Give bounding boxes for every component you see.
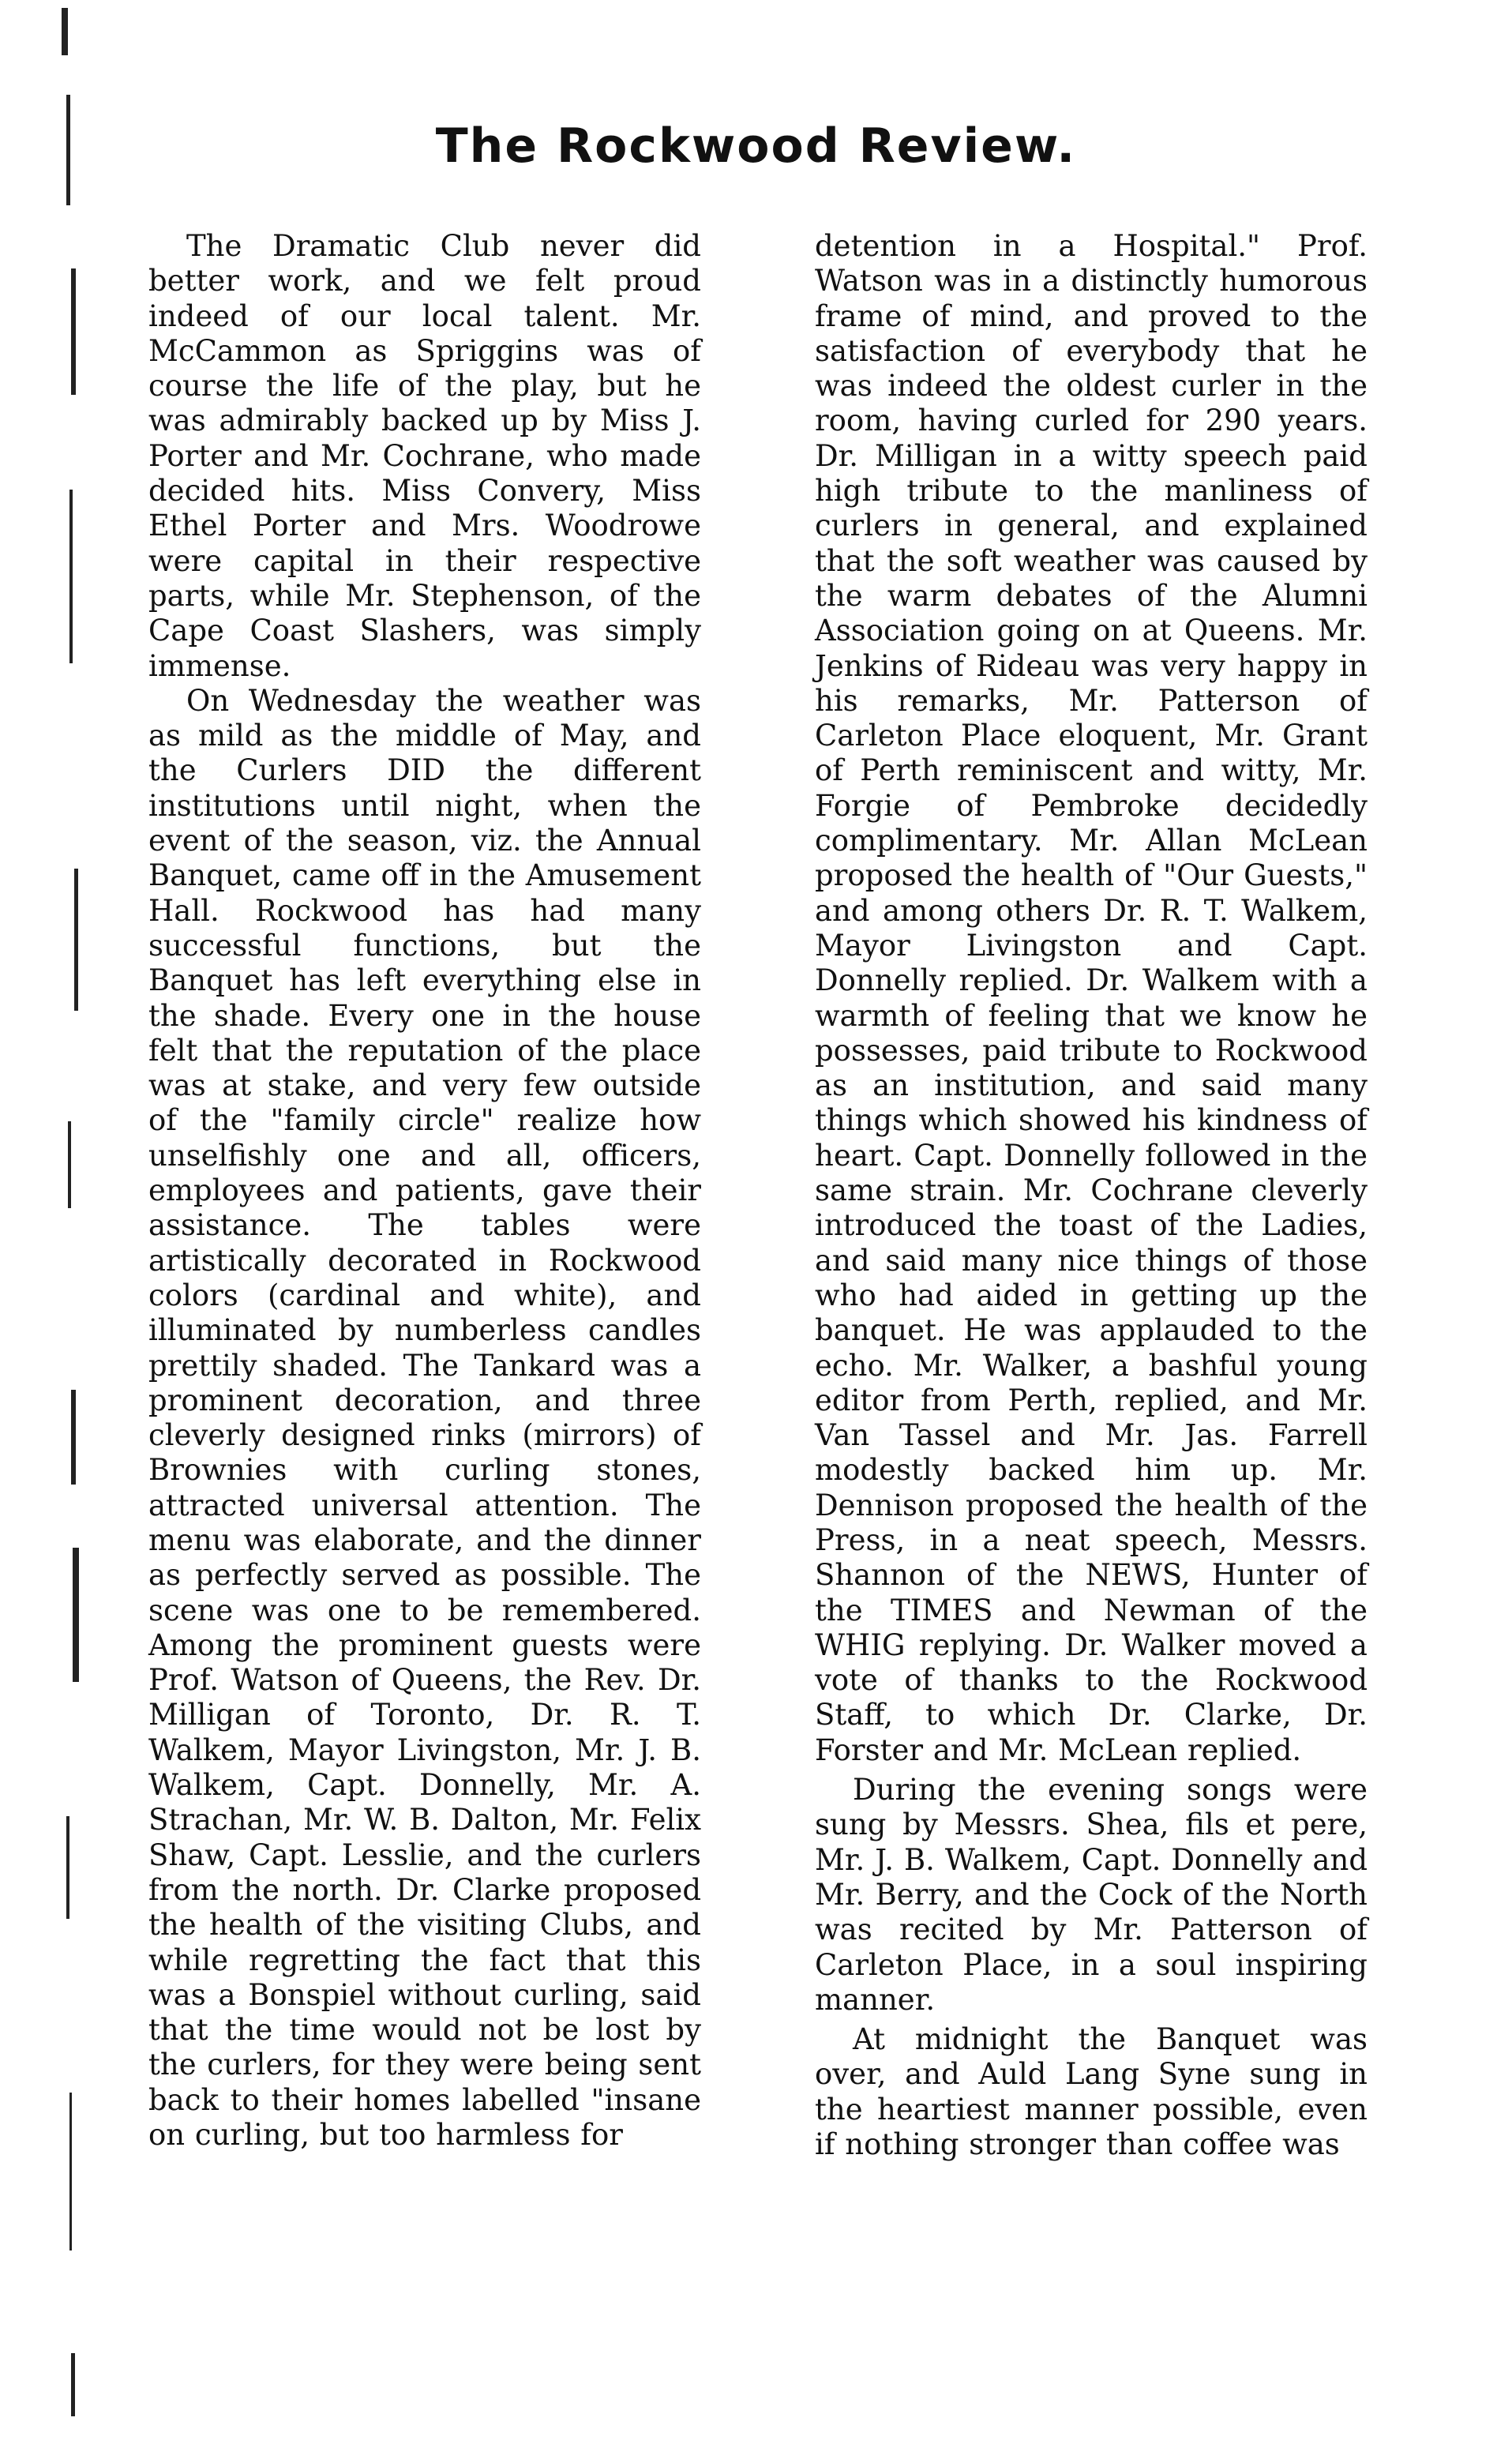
paragraph-songs: During the evening songs were sung by Messrs. Shea, fils et pere, Mr. J. B. Walkem, Capt. Donnelly and Mr. Berry, and the Cock of the North was recited by Mr. Patterson of Carleton Place, in a soul inspiring manner. xyxy=(815,1773,1368,2017)
paragraph-speeches: detention in a Hospital." Prof. Watson was in a distinctly humorous frame of mind, and proved to the satisfaction of everybody that he was indeed the oldest curler in the room, having curled for 290 years. Dr. Milligan in a witty speech paid high tribute to the manliness of curlers in general, and explained that the soft weather was caused by the warm debates of the Alumni Association going on at Queens. Mr. Jenkins of Rideau was very happy in his remarks, Mr. Patterson of Carleton Place eloquent, Mr. Grant of Perth reminiscent and witty, Mr. Forgie of Pembroke decidedly complimentary. Mr. Allan McLean proposed the health of "Our Guests," and among others Dr. R. T. Walkem, Mayor Livingston and Capt. Donnelly replied. Dr. Walkem with a warmth of feeling that we know he possesses, paid tribute to Rockwood as an institution, and said many things which showed his kindness of heart. Capt. Donnelly followed in the same strain. Mr. Cochrane cleverly introduced the toast of the Ladies, and said many nice things of those who had aided in getting up the banquet. He was applauded to the echo. Mr. Walker, a bashful young editor from Perth, replied, and Mr. Van Tassel and Mr. Jas. Farrell modestly backed him up. Mr. Dennison proposed the health of the Press, in a neat speech, Messrs. Shannon of the NEWS, Hunter of the TIMES and Newman of the WHIG replying. Dr. Walker moved a vote of thanks to the Rockwood Staff, to which Dr. Clarke, Dr. Forster and Mr. McLean replied. xyxy=(815,229,1368,1767)
paragraph-midnight: At midnight the Banquet was over, and Auld Lang Syne sung in the heartiest manner possible, even if nothing stronger than coffee was xyxy=(815,2022,1368,2162)
paragraph-banquet: On Wednesday the weather was as mild as the middle of May, and the Curlers DID the different institutions until night, when the event of the season, viz. the Annual Banquet, came off in the Amusement Hall. Rockwood has had many successful functions, but the Banquet has left everything else in the shade. Every one in the house felt that the reputation of the place was at stake, and very few outside of the "family circle" realize how unselfishly one and all, officers, employees and patients, gave their assistance. The tables were artistically decorated in Rockwood colors (cardinal and white), and illuminated by numberless candles prettily shaded. The Tankard was a prominent decoration, and three cleverly designed rinks (mirrors) of Brownies with curling stones, attracted universal attention. The menu was elaborate, and the dinner as perfectly served as possible. The scene was one to be remembered. Among the prominent guests were Prof. Watson of Queens, the Rev. Dr. Milligan of Toronto, Dr. R. T. Walkem, Mayor Livingston, Mr. J. B. Walkem, Capt. Donnelly, Mr. A. Strachan, Mr. W. B. Dalton, Mr. Felix Shaw, Capt. Lesslie, and the curlers from the north. Dr. Clarke proposed the health of the visiting Clubs, and while regretting the fact that this was a Bonspiel without curling, said that the time would not be lost by the curlers, for they were being sent back to their homes labelled "insane on curling, but too harmless for xyxy=(148,683,701,2153)
left-column xyxy=(148,229,701,2153)
right-column xyxy=(815,229,1368,2162)
scanned-binding-edge xyxy=(55,0,79,2440)
masthead-title: The Rockwood Review. xyxy=(435,118,1077,174)
paragraph-dramatic-club: The Dramatic Club never did better work, and we felt proud indeed of our local talent. Mr. McCammon as Spriggins was of course the life of the play, but he was admirably backed up by Miss J. Porter and Mr. Cochrane, who made decided hits. Miss Convery, Miss Ethel Porter and Mrs. Woodrowe were capital in their respective parts, while Mr. Stephenson, of the Cape Coast Slashers, was simply immense. xyxy=(148,229,701,683)
